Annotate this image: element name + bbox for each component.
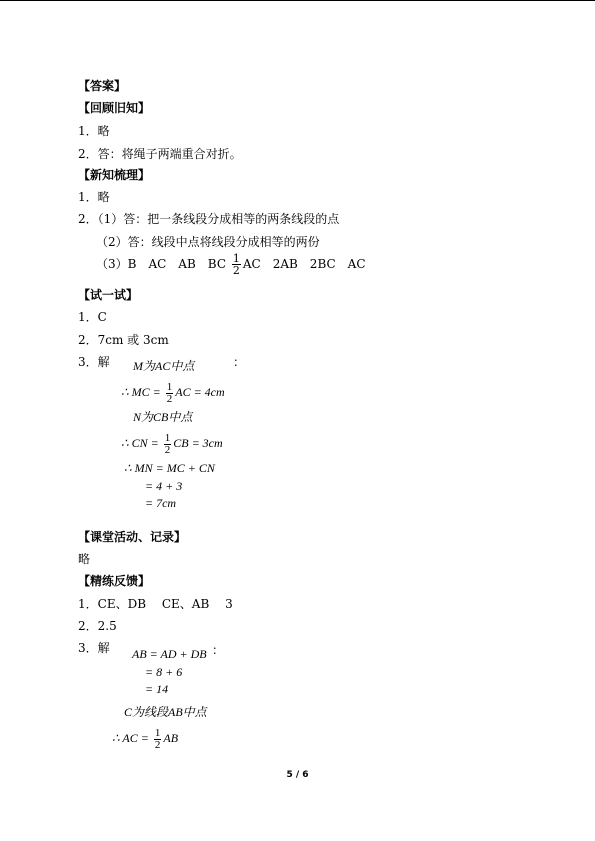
new-knowledge-item-1: 1．略 xyxy=(78,190,110,204)
item-2-3-text-b: AC 2AB 2BC AC xyxy=(242,257,366,271)
class-activity-heading: 【课堂活动、记录】 xyxy=(78,530,187,544)
try-heading: 【试一试】 xyxy=(78,288,139,302)
practice-eq-5 xyxy=(112,726,178,751)
try-eq-5: ∴ MN = MC + CN xyxy=(124,461,215,475)
new-knowledge-item-2: 2．（1）答：把一条线段分成相等的两条线段的点 xyxy=(78,212,340,226)
fraction-numerator: 1 xyxy=(232,252,240,265)
new-knowledge-item-2-2: （2）答：线段中点将线段分成相等的两份 xyxy=(96,235,320,249)
practice-eq-5-denominator: 2 xyxy=(154,738,161,751)
practice-item-3-colon: ： xyxy=(212,643,225,657)
try-eq-4-numerator: 1 xyxy=(164,431,171,444)
answer-heading: 【答案】 xyxy=(78,79,127,93)
practice-item-3-label: 3．解 xyxy=(78,641,110,655)
try-eq-6: = 4 + 3 xyxy=(145,479,183,493)
try-eq-2-fraction xyxy=(166,382,174,405)
class-activity-item: 略 xyxy=(78,552,91,566)
page-top-border xyxy=(0,0,595,1)
fraction-denominator: 2 xyxy=(232,264,240,277)
try-eq-4-right: CB = 3cm xyxy=(173,436,223,450)
practice-eq-5-right: AB xyxy=(163,731,179,745)
review-item-2: 2．答：将绳子两端重合对折。 xyxy=(78,147,242,161)
new-knowledge-item-2-3 xyxy=(96,252,366,276)
practice-eq-5-fraction xyxy=(154,728,162,751)
try-eq-1: M为AC中点 xyxy=(133,359,195,373)
try-item-1: 1．C xyxy=(78,310,107,324)
try-eq-2 xyxy=(121,380,225,405)
try-eq-3: N为CB中点 xyxy=(133,410,193,424)
new-knowledge-heading: 【新知梳理】 xyxy=(78,168,151,182)
try-eq-2-numerator: 1 xyxy=(166,380,173,393)
try-item-3-label: 3．解 xyxy=(78,355,110,369)
review-item-1: 1．略 xyxy=(78,124,110,138)
practice-eq-2: = 8 + 6 xyxy=(145,665,183,679)
try-eq-2-denominator: 2 xyxy=(166,392,173,405)
try-eq-7: = 7cm xyxy=(145,496,177,510)
practice-item-2: 2．2.5 xyxy=(78,619,117,633)
practice-eq-5-left: ∴ AC = xyxy=(112,731,149,745)
practice-eq-3: = 14 xyxy=(145,682,169,696)
fraction-half xyxy=(232,253,241,276)
practice-eq-4: C为线段AB中点 xyxy=(124,705,207,719)
item-2-3-text-a: （3）B AC AB BC xyxy=(96,257,227,271)
try-eq-4 xyxy=(121,431,223,456)
try-eq-2-right: AC = 4cm xyxy=(175,385,225,399)
practice-eq-5-numerator: 1 xyxy=(154,726,161,739)
page-number: 5 / 6 xyxy=(286,770,309,780)
practice-eq-1: AB = AD + DB xyxy=(132,647,207,661)
try-item-2: 2．7cm 或 3cm xyxy=(78,333,169,347)
practice-item-1: 1．CE、DB CE、AB 3 xyxy=(78,597,233,611)
try-eq-4-fraction xyxy=(164,433,172,456)
practice-heading: 【精练反馈】 xyxy=(78,574,151,588)
try-item-3-colon: ： xyxy=(233,355,246,369)
try-eq-2-left: ∴ MC = xyxy=(121,385,161,399)
review-heading: 【回顾旧知】 xyxy=(78,101,151,115)
try-eq-4-denominator: 2 xyxy=(164,443,171,456)
try-eq-4-left: ∴ CN = xyxy=(121,436,159,450)
